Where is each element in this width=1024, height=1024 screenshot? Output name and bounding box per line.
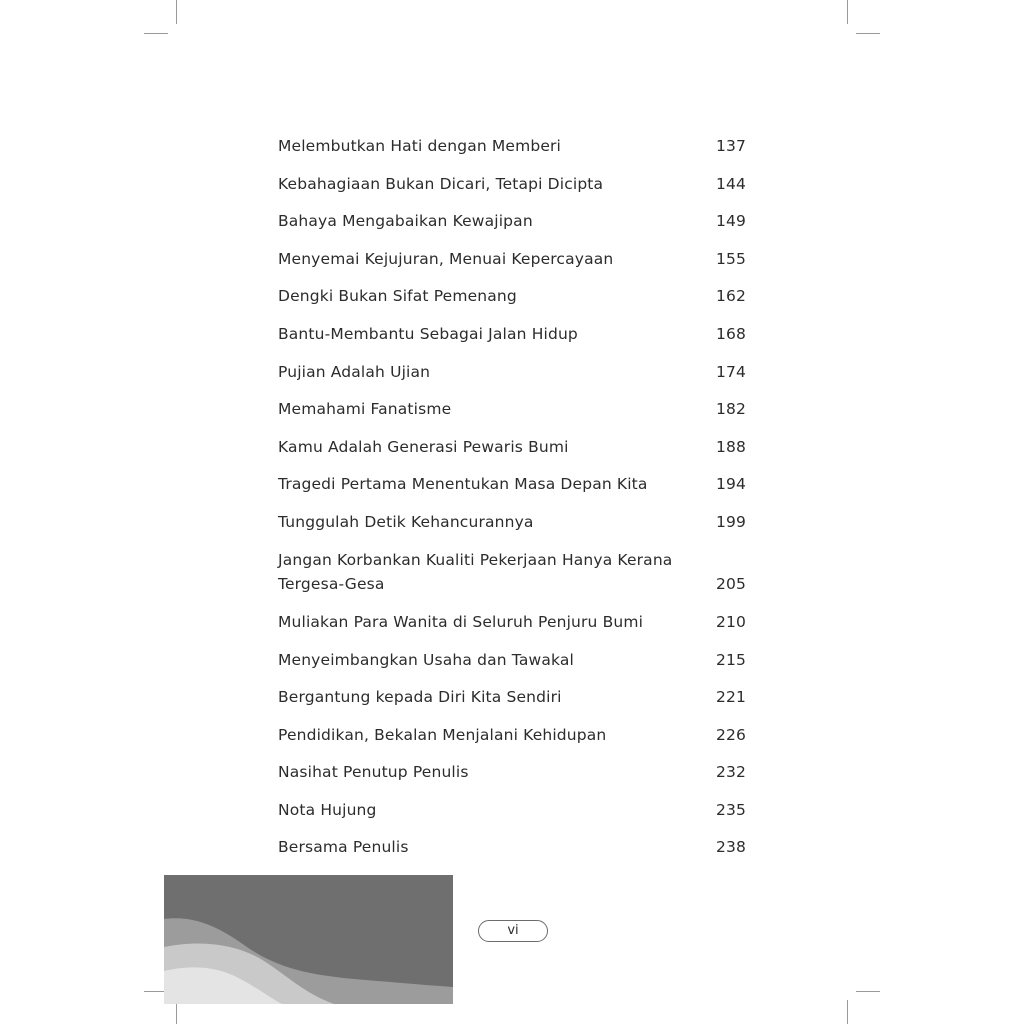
toc-entry: [278, 272, 748, 310]
crop-mark-top-right: [847, 0, 848, 24]
toc-entry-title: Memahami Fanatisme: [278, 400, 452, 419]
toc-entry: [278, 635, 748, 673]
toc-entry-title: Bantu-Membantu Sebagai Jalan Hidup: [278, 325, 578, 344]
toc-entry: [278, 310, 748, 348]
toc-entry-title: Kamu Adalah Generasi Pewaris Bumi: [278, 437, 569, 456]
toc-entry-page-number: 137: [715, 137, 746, 156]
toc-entry: [278, 197, 748, 235]
toc-entry-page-number: 199: [715, 513, 746, 532]
toc-entry-title: Muliakan Para Wanita di Seluruh Penjuru Bumi: [278, 612, 644, 631]
toc-entry: [278, 673, 748, 711]
toc-entry-title: Dengki Bukan Sifat Pemenang: [278, 287, 517, 306]
toc-entry: [278, 748, 748, 786]
toc-entry: [278, 536, 748, 598]
crop-mark-bottom-right-h: [856, 991, 880, 992]
toc-entry-title: Nasihat Penutup Penulis: [278, 763, 469, 782]
toc-entry-page-number: 188: [715, 437, 746, 456]
toc-entry: [278, 598, 748, 636]
toc-entry-title: Melembutkan Hati dengan Memberi: [278, 137, 562, 156]
toc-entry-page-number: 155: [715, 249, 746, 268]
toc-entry: [278, 460, 748, 498]
crop-mark-top-right-h: [856, 33, 880, 34]
toc-entry-title: Tunggulah Detik Kehancurannya: [278, 513, 534, 532]
toc-entry-title: Tragedi Pertama Menentukan Masa Depan Kita: [278, 475, 648, 494]
toc-entry-page-number: 238: [715, 838, 746, 857]
toc-entry: [278, 385, 748, 423]
toc-entry-page-number: 174: [715, 362, 746, 381]
toc-entry-page-number: 168: [715, 325, 746, 344]
toc-entry: [278, 235, 748, 273]
toc-entry-title: Bahaya Mengabaikan Kewajipan: [278, 212, 533, 231]
toc-entry-page-number: 210: [715, 612, 746, 631]
table-of-contents: [278, 122, 748, 861]
toc-entry-title: Bergantung kepada Diri Kita Sendiri: [278, 688, 562, 707]
crop-mark-top-left-h: [144, 33, 168, 34]
toc-entry: [278, 423, 748, 461]
toc-entry: [278, 498, 748, 536]
toc-entry-title: Jangan Korbankan Kualiti Pekerjaan Hanya Kerana Tergesa-Gesa: [278, 550, 673, 594]
page-number-badge: vi: [478, 920, 548, 942]
toc-entry-title: Kebahagiaan Bukan Dicari, Tetapi Dicipta: [278, 174, 604, 193]
toc-entry: [278, 160, 748, 198]
toc-entry-page-number: 221: [715, 688, 746, 707]
toc-entry-page-number: 205: [715, 575, 746, 594]
toc-entry-page-number: 162: [715, 287, 746, 306]
toc-entry-page-number: 149: [715, 212, 746, 231]
toc-entry-title: Nota Hujung: [278, 800, 377, 819]
toc-entry-title: Menyemai Kejujuran, Menuai Kepercayaan: [278, 249, 614, 268]
decorative-wave-graphic: [164, 875, 453, 1004]
toc-entry-page-number: 194: [715, 475, 746, 494]
crop-mark-top-left: [176, 0, 177, 24]
toc-entry: [278, 711, 748, 749]
toc-entry: [278, 122, 748, 160]
toc-entry-title: Bersama Penulis: [278, 838, 409, 857]
toc-entry-page-number: 235: [715, 800, 746, 819]
toc-entry-title: Pendidikan, Bekalan Menjalani Kehidupan: [278, 725, 607, 744]
toc-entry-title: Menyeimbangkan Usaha dan Tawakal: [278, 650, 574, 669]
toc-entry-page-number: 232: [715, 763, 746, 782]
toc-entry-page-number: 144: [715, 174, 746, 193]
toc-entry-page-number: 182: [715, 400, 746, 419]
toc-entry-title: Pujian Adalah Ujian: [278, 362, 431, 381]
toc-entry-page-number: 226: [715, 725, 746, 744]
toc-entry: [278, 348, 748, 386]
toc-entry: [278, 823, 748, 861]
toc-entry-page-number: 215: [715, 650, 746, 669]
toc-entry: [278, 786, 748, 824]
crop-mark-bottom-right: [847, 1000, 848, 1024]
